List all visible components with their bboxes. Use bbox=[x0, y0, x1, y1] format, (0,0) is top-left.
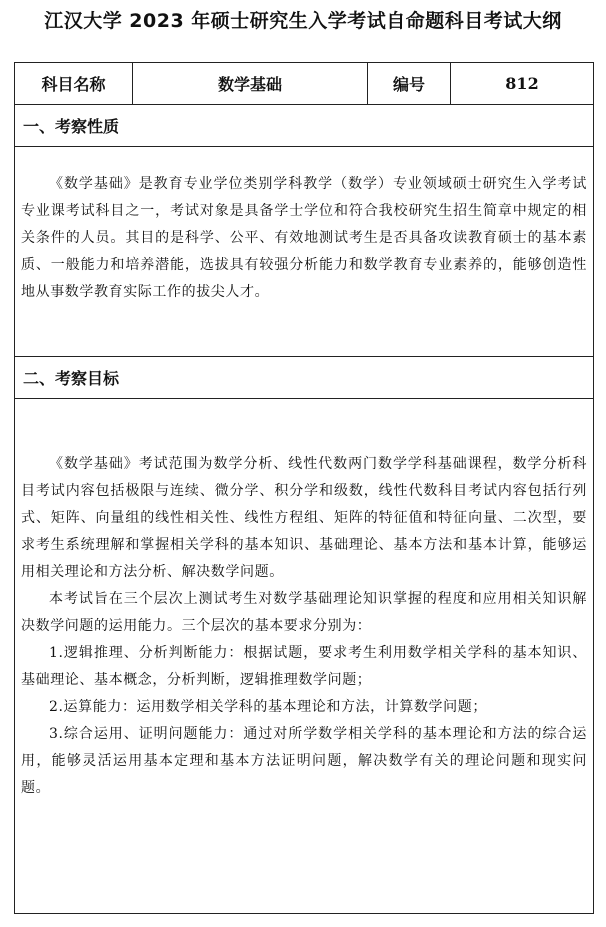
section2-paragraph: 《数学基础》考试范围为数学分析、线性代数两门数学学科基础课程，数学分析科目考试内容包括极限与连续、微分学、积分学和级数，线性代数科目考试内容包括行列式、矩阵、向量组的线性相关性、线性方程组、矩阵的特征值和特征向量、二次型，要求考生系统理解和掌握相关学科的基本知识、基础理论、基本方法和基本计算，能够运用相关理论和方法分析、解决数学问题。 bbox=[21, 456, 587, 580]
subject-value: 数学基础 bbox=[133, 63, 368, 104]
header-row bbox=[15, 63, 593, 105]
subject-label: 科目名称 bbox=[15, 63, 133, 104]
section1-heading: 一、考察性质 bbox=[15, 105, 593, 147]
syllabus-table bbox=[14, 62, 594, 914]
section2-paragraph: 本考试旨在三个层次上测试考生对数学基础理论知识掌握的程度和应用相关知识解决数学问题的运用能力。三个层次的基本要求分别为： bbox=[21, 591, 587, 634]
document-title: 江汉大学 2023 年硕士研究生入学考试自命题科目考试大纲 bbox=[44, 10, 562, 32]
section2-paragraph: 3.综合运用、证明问题能力：通过对所学数学相关学科的基本理论和方法的综合运用，能够灵活运用基本定理和基本方法证明问题，解决数学有关的理论问题和现实问题。 bbox=[21, 726, 587, 796]
section2-paragraph: 2.运算能力：运用数学相关学科的基本理论和方法，计算数学问题； bbox=[49, 699, 487, 715]
code-label: 编号 bbox=[368, 63, 451, 104]
section2-paragraph: 1.逻辑推理、分析判断能力：根据试题，要求考生利用数学相关学科的基本知识、基础理论、基本概念，分析判断，逻辑推理数学问题； bbox=[21, 645, 587, 688]
section2-heading: 二、考察目标 bbox=[15, 357, 593, 399]
section1-paragraph: 《数学基础》是教育专业学位类别学科教学（数学）专业领域硕士研究生入学考试专业课考试科目之一，考试对象是具备学士学位和符合我校研究生招生简章中规定的相关条件的人员。其目的是科学、公平、有效地测试考生是否具备攻读教育硕士的基本素质、一般能力和培养潜能，选拔具有较强分析能力和数学教育专业素养的，能够创造性地从事数学教育实际工作的拔尖人才。 bbox=[21, 176, 587, 300]
section1-body bbox=[15, 147, 593, 357]
code-value: 812 bbox=[505, 74, 539, 93]
section2-body bbox=[15, 399, 593, 913]
